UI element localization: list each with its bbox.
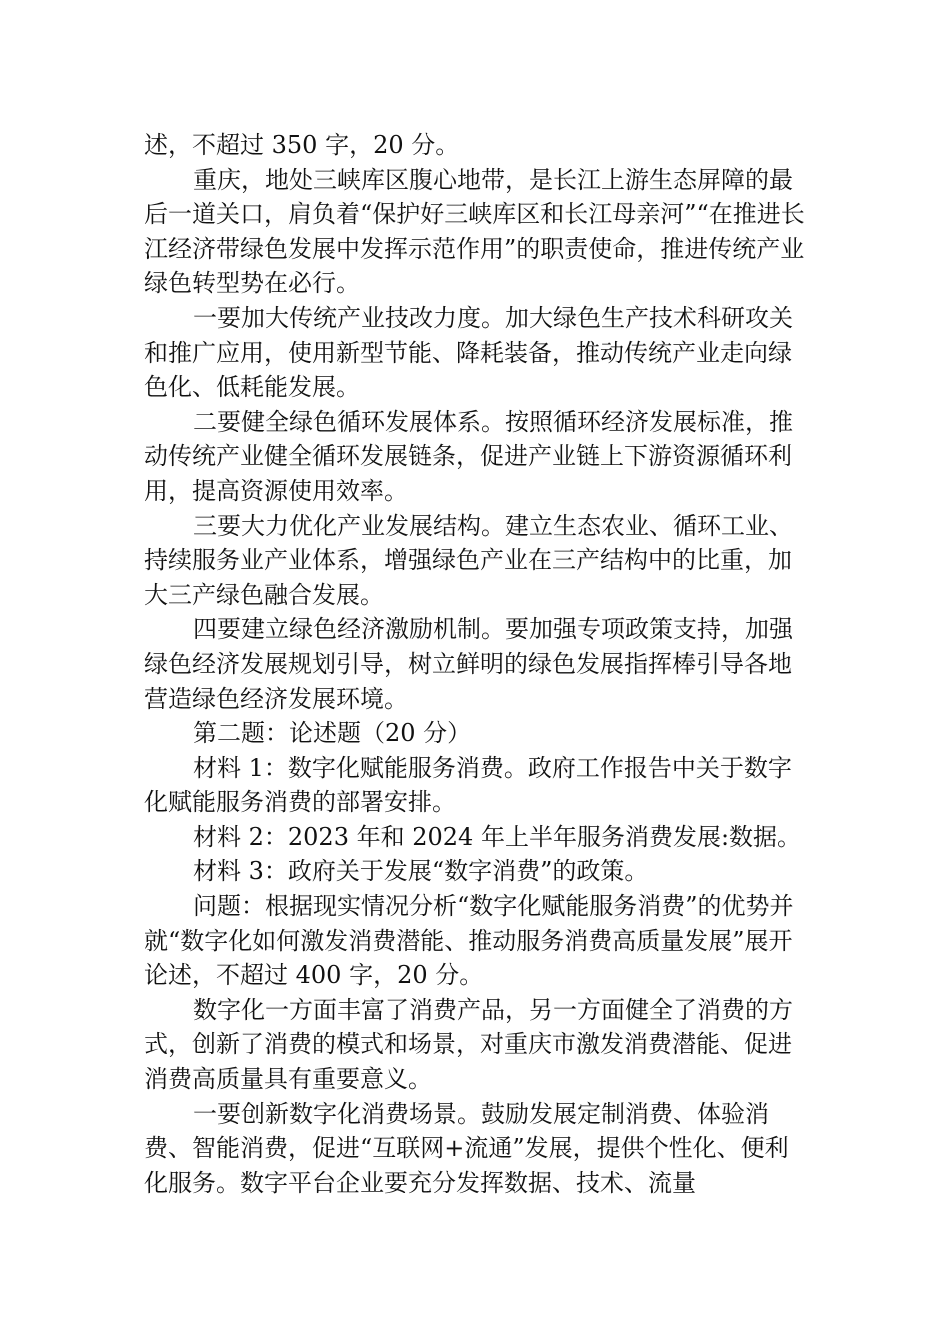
paragraph: 一要创新数字化消费场景。鼓励发展定制消费、体验消费、智能消费，促进“互联网+流通”发展，提供个性化、便利化服务。数字平台企业要充分发挥数据、技术、流量 <box>144 1099 789 1197</box>
section-heading: 第二题：论述题（20 分） <box>193 719 472 748</box>
paragraph: 述，不超过 350 字，20 分。 <box>144 131 460 159</box>
paragraph: 材料 3：政府关于发展“数字消费”的政策。 <box>193 857 649 886</box>
paragraph: 材料 1：数字化赋能服务消费。政府工作报告中关于数字化赋能服务消费的部署安排。 <box>144 753 792 817</box>
paragraph: 数字化一方面丰富了消费产品，另一方面健全了消费的方式，创新了消费的模式和场景，对重庆市激发消费潜能、促进消费高质量具有重要意义。 <box>144 995 793 1094</box>
paragraph: 二要健全绿色循环发展体系。按照循环经济发展标准，推动传统产业健全循环发展链条，促进产业链上下游资源循环利用，提高资源使用效率。 <box>144 407 793 505</box>
paragraph: 材料 2：2023 年和 2024 年上半年服务消费发展:数据。 <box>193 822 802 851</box>
document-body <box>144 128 809 1200</box>
paragraph: 四要建立绿色经济激励机制。要加强专项政策支持，加强绿色经济发展规划引导，树立鲜明的绿色发展指挥棒引导各地营造绿色经济发展环境。 <box>144 615 793 713</box>
paragraph: 一要加大传统产业技改力度。加大绿色生产技术科研攻关和推广应用，使用新型节能、降耗装备，推动传统产业走向绿色化、低耗能发展。 <box>144 303 793 402</box>
paragraph: 问题：根据现实情况分析“数字化赋能服务消费”的优势并就“数字化如何激发消费潜能、推动服务消费高质量发展”展开论述，不超过 400 字，20 分。 <box>144 892 794 990</box>
paragraph: 重庆，地处三峡库区腹心地带，是长江上游生态屏障的最后一道关口，肩负着“保护好三峡库区和长江母亲河”“在推进长江经济带绿色发展中发挥示范作用”的职责使命，推进传统产业绿色转型势在必行。 <box>144 165 805 298</box>
paragraph: 三要大力优化产业发展结构。建立生态农业、循环工业、持续服务业产业体系，增强绿色产业在三产结构中的比重，加大三产绿色融合发展。 <box>144 511 793 609</box>
